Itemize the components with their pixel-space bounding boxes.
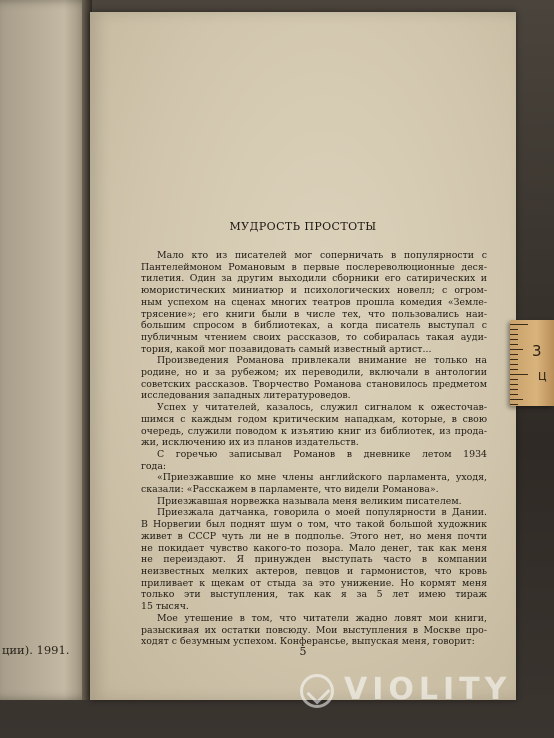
text-line: приливает к щекам от стыда за это унижение. Но кормят меня <box>141 577 487 589</box>
paragraph <box>141 613 487 648</box>
watermark-text: VIOLITY <box>344 672 512 707</box>
paragraph <box>141 472 487 495</box>
ruler-tick <box>510 369 518 370</box>
text-line: публичным чтением своих рассказов, то собиралась такая ауди- <box>141 331 487 343</box>
text-line: жи, исключению их из планов издательств. <box>141 437 359 449</box>
book-page <box>90 12 516 700</box>
text-line: Приезжавшая норвежка называла меня великим писателем. <box>157 495 462 507</box>
text-line: Пантелеймоном Романовым в первые послереволюционные деся- <box>141 261 487 273</box>
ruler-tick <box>510 344 518 345</box>
text-line: Произведения Романова привлекали внимание не только на <box>157 355 487 367</box>
ruler-tick <box>510 374 528 375</box>
ruler-tick <box>510 329 518 330</box>
text-line: не покидает чувство какого-то позора. Мало денег, так как меня <box>141 542 487 554</box>
text-line: живет в СССР чуть ли не в подполье. Этого нет, но меня почти <box>141 530 487 542</box>
text-line: «Приезжавшие ко мне члены английского парламента, уходя, <box>157 472 487 484</box>
text-line: шимся с каждым годом критическим нападкам, которые, в свою <box>141 413 487 425</box>
text-line: тилетия. Один за другим выходили сборники его сатирических и <box>141 273 487 285</box>
text-line: В Норвегии был поднят шум о том, что такой большой художник <box>141 519 487 531</box>
text-line: юмористических миниатюр и психологических новелл; с огром- <box>141 285 487 297</box>
text-line: ным успехом на сценах многих театров прошла комедия «Земле- <box>141 296 487 308</box>
ruler-letter: Ц <box>538 370 547 383</box>
text-line: 15 тысяч. <box>141 601 189 613</box>
text-line: очередь, служили поводом к изъятию книг из библиотек, из прода- <box>141 425 487 437</box>
paragraph <box>141 449 487 472</box>
page-number: 5 <box>299 645 307 658</box>
ruler-tick <box>510 399 523 400</box>
text-line: советских рассказов. Творчество Романова становилось предметом <box>141 378 487 390</box>
violity-logo-icon <box>300 674 334 708</box>
ruler-tick <box>510 359 518 360</box>
text-line: не переиздают. Я принужден выступать часто в компании <box>141 554 487 566</box>
text-line: ходят с безумным успехом. Конферансье, выпуская меня, говорит: <box>141 636 475 648</box>
text-line: большим спросом в библиотеках, а когда писатель выступал с <box>141 320 487 332</box>
text-line: исследования западных литературоведов. <box>141 390 351 402</box>
ruler-tick <box>510 394 518 395</box>
text-line: разыскивая их остатки повсюду. Мои выступления в Москве про- <box>141 624 487 636</box>
text-line: сказали: «Расскажем в парламенте, что видели Романова». <box>141 484 439 496</box>
paragraph <box>141 355 487 402</box>
ruler-tick <box>510 349 523 350</box>
text-line: неизвестных мелких актеров, певцов и гармонистов, что кровь <box>141 565 487 577</box>
left-page <box>0 0 92 700</box>
ruler-tick <box>510 389 518 390</box>
paragraph <box>141 496 487 508</box>
text-line: только эти выступления, так как я за 5 лет имею тираж <box>141 589 487 601</box>
ruler-tick <box>510 379 518 380</box>
watermark <box>300 672 550 712</box>
ruler-tick <box>510 364 518 365</box>
paragraph <box>141 507 487 612</box>
chapter-title: МУДРОСТЬ ПРОСТОТЫ <box>229 220 377 233</box>
ruler-tick <box>510 404 518 405</box>
ruler-number: 3 <box>532 342 542 360</box>
text-line: Приезжала датчанка, говорила о моей популярности в Дании. <box>157 507 487 519</box>
body-text <box>141 250 487 648</box>
ruler-tick <box>510 339 518 340</box>
text-line: тория, какой мог позавидовать самый известный артист... <box>141 343 432 355</box>
ruler-tick <box>510 354 518 355</box>
text-line: года: <box>141 460 167 472</box>
ruler-tick <box>510 384 518 385</box>
text-line: Успех у читателей, казалось, служил сигналом к ожесточав- <box>157 402 487 414</box>
left-page-text: ции). 1991. <box>2 643 70 657</box>
text-line: Мало кто из писателей мог соперничать в популярности с <box>157 250 487 261</box>
text-line: С горечью записывал Романов в дневнике летом 1934 <box>157 448 487 460</box>
ruler-tick <box>510 324 528 325</box>
paragraph <box>141 250 487 355</box>
text-line: родине, но и за рубежом; их переводили, включали в антологии <box>141 367 487 379</box>
text-line: Мое утешение в том, что читатели жадно ловят мои книги, <box>157 612 487 624</box>
text-line: трясение»; его книги были в числе тех, что пользовались наи- <box>141 308 487 320</box>
ruler-tick <box>510 334 518 335</box>
ruler <box>510 320 554 406</box>
paragraph <box>141 402 487 449</box>
